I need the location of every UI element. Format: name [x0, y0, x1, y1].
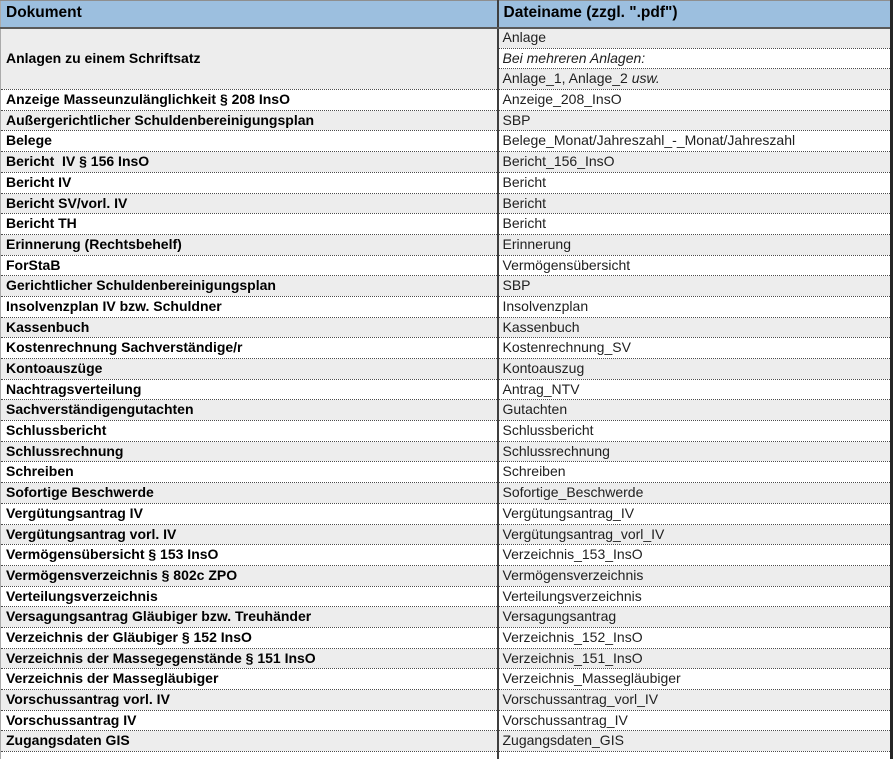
table-row [1, 359, 892, 380]
cell-filename: Versagungsantrag [498, 607, 892, 628]
table-row [1, 400, 892, 421]
cell-filename: Kassenbuch [498, 317, 892, 338]
table-row [1, 152, 892, 173]
cell-filename: Schlussbericht [498, 421, 892, 442]
cell-filename: Bericht_156_InsO [498, 152, 892, 173]
table-row [1, 648, 892, 669]
table-row [1, 483, 892, 504]
cell-document: Kostenrechnung Sachverständige/r [1, 338, 498, 359]
cell-filename: Vorschussantrag_IV [498, 710, 892, 731]
cell-document: Sachverständigengutachten [1, 400, 498, 421]
cell-filename: Bericht [498, 193, 892, 214]
table-row [1, 421, 892, 442]
cell-document: Verzeichnis der Massegegenstände § 151 InsO [1, 648, 498, 669]
cell-document: Verzeichnis der Massegläubiger [1, 669, 498, 690]
cell-document: Nachtragsverteilung [1, 379, 498, 400]
cell-filename: Antrag_NTV [498, 379, 892, 400]
table-row [1, 379, 892, 400]
table-row [1, 565, 892, 586]
cell-document-anlagen: Anlagen zu einem Schriftsatz [1, 28, 498, 90]
table-row [1, 586, 892, 607]
table-body [1, 28, 892, 759]
cell-filename: Bericht [498, 214, 892, 235]
table-row [1, 731, 892, 752]
cell-filename: Insolvenzplan [498, 296, 892, 317]
header-row [1, 1, 892, 28]
table-row-anlagen [1, 28, 892, 49]
cell-filename: Belege_Monat/Jahreszahl_-_Monat/Jahreszahl [498, 131, 892, 152]
table-row [1, 503, 892, 524]
cell-document: Kassenbuch [1, 317, 498, 338]
cell-document: Kontoauszüge [1, 359, 498, 380]
cell-document: Verzeichnis der Gläubiger § 152 InsO [1, 627, 498, 648]
cell-filename-anlage: Anlage [498, 28, 892, 49]
cell-document: Verteilungsverzeichnis [1, 586, 498, 607]
cell-filename: Schreiben [498, 462, 892, 483]
cell-filename: Kostenrechnung_SV [498, 338, 892, 359]
cell-filename: Bericht [498, 172, 892, 193]
table-row [1, 214, 892, 235]
cell-document: Versagungsantrag Gläubiger bzw. Treuhänder [1, 607, 498, 628]
table-row [1, 669, 892, 690]
table-row [1, 131, 892, 152]
cell-filename: Verzeichnis_151_InsO [498, 648, 892, 669]
cell-filename: Verzeichnis_153_InsO [498, 545, 892, 566]
cell-filename: Vermögensübersicht [498, 255, 892, 276]
cell-document: Vermögensverzeichnis § 802c ZPO [1, 565, 498, 586]
table-row [1, 338, 892, 359]
table-row [1, 234, 892, 255]
cell-document: Belege [1, 131, 498, 152]
cell-filename: SBP [498, 110, 892, 131]
cell-filename: Vorschussantrag_vorl_IV [498, 690, 892, 711]
cell-document: Vorschussantrag vorl. IV [1, 690, 498, 711]
table-row [1, 276, 892, 297]
cell-document: Vergütungsantrag vorl. IV [1, 524, 498, 545]
cell-document: Vorschussantrag IV [1, 710, 498, 731]
cell-document: Vergütungsantrag IV [1, 503, 498, 524]
table-row [1, 255, 892, 276]
table-row [1, 627, 892, 648]
cell-filename: Sofortige_Beschwerde [498, 483, 892, 504]
cell-filename-anlagen-note: Bei mehreren Anlagen: [498, 48, 892, 69]
cell-document: Schreiben [1, 462, 498, 483]
filename-multi-usw: usw. [631, 70, 660, 87]
cell-filename: Verzeichnis_152_InsO [498, 627, 892, 648]
cell-document: Schlussbericht [1, 421, 498, 442]
cell-filename: Verteilungsverzeichnis [498, 586, 892, 607]
cell-document: Gerichtlicher Schuldenbereinigungsplan [1, 276, 498, 297]
cell-document: Bericht IV [1, 172, 498, 193]
table-row [1, 441, 892, 462]
cell-filename: Vergütungsantrag_IV [498, 503, 892, 524]
table-row [1, 462, 892, 483]
column-header-dateiname: Dateiname (zzgl. ".pdf") [498, 1, 892, 28]
filename-multi-prefix: Anlage_1, Anlage_2 [502, 70, 632, 87]
table-row [1, 524, 892, 545]
table-row [1, 172, 892, 193]
cell-document: Anzeige Masseunzulänglichkeit § 208 InsO [1, 90, 498, 111]
cell-document: Insolvenzplan IV bzw. Schuldner [1, 296, 498, 317]
table-row [1, 110, 892, 131]
cell-filename: Vergütungsantrag_vorl_IV [498, 524, 892, 545]
cell-document: ForStaB [1, 255, 498, 276]
cell-filename: Anzeige_208_InsO [498, 90, 892, 111]
table-row [1, 193, 892, 214]
cell-document: Sofortige Beschwerde [1, 483, 498, 504]
table-row [1, 90, 892, 111]
cell-filename: Vermögensverzeichnis [498, 565, 892, 586]
cell-document: Schlussrechnung [1, 441, 498, 462]
cell-document: Bericht TH [1, 214, 498, 235]
cell-filename: Zugangsdaten_GIS [498, 731, 892, 752]
cell-filename: Gutachten [498, 400, 892, 421]
column-header-dokument: Dokument [1, 1, 498, 28]
cell-filename: Verzeichnis_Massegläubiger [498, 669, 892, 690]
table-row [1, 690, 892, 711]
cell-document: Erinnerung (Rechtsbehelf) [1, 234, 498, 255]
table-row [1, 710, 892, 731]
table-row [1, 607, 892, 628]
cell-document: Zugangsdaten GIS [1, 731, 498, 752]
cell-filename: Erinnerung [498, 234, 892, 255]
table-row [1, 296, 892, 317]
table-row [1, 317, 892, 338]
cell-filename-anlagen-multi [498, 69, 892, 90]
cell-filename: Kontoauszug [498, 359, 892, 380]
table-row [1, 545, 892, 566]
cell-filename: SBP [498, 276, 892, 297]
cell-document: Bericht SV/vorl. IV [1, 193, 498, 214]
cell-document: Bericht IV § 156 InsO [1, 152, 498, 173]
cell-filename: Schlussrechnung [498, 441, 892, 462]
cell-document: Außergerichtlicher Schuldenbereinigungsplan [1, 110, 498, 131]
cell-document: Vermögensübersicht § 153 InsO [1, 545, 498, 566]
